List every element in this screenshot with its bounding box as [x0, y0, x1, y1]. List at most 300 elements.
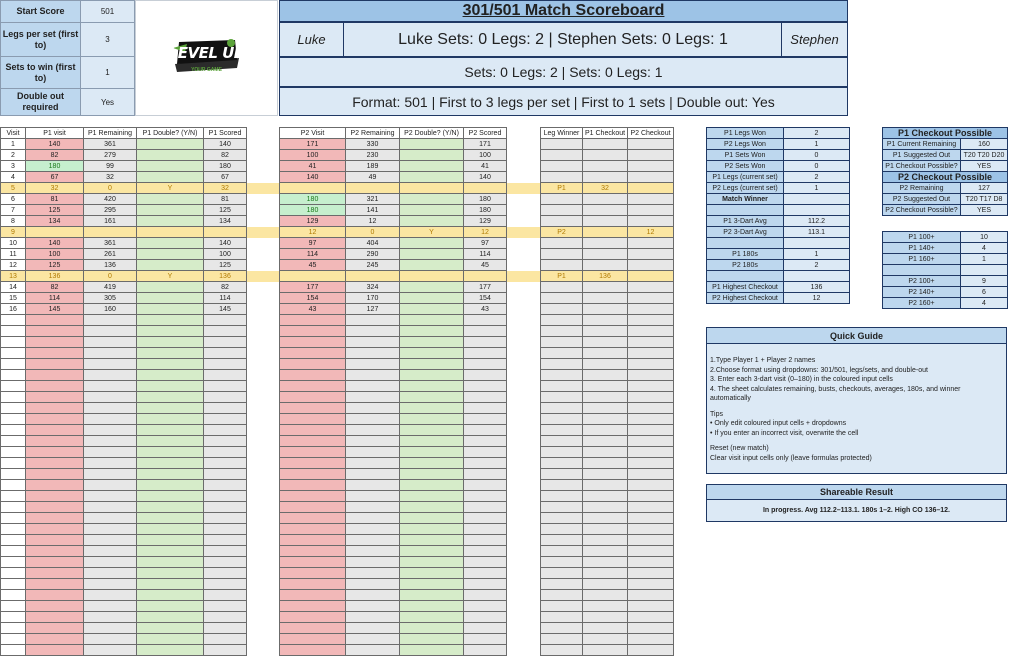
input-cell[interactable]	[400, 139, 464, 150]
input-cell[interactable]	[280, 546, 346, 557]
input-cell[interactable]	[280, 480, 346, 491]
table-cell	[628, 513, 674, 524]
input-cell[interactable]	[26, 337, 84, 348]
input-cell[interactable]	[137, 480, 204, 491]
input-cell[interactable]: 177	[280, 282, 346, 293]
input-cell[interactable]	[26, 535, 84, 546]
input-cell[interactable]	[400, 568, 464, 579]
input-cell[interactable]	[26, 579, 84, 590]
table-row	[1, 469, 247, 480]
input-cell[interactable]	[280, 612, 346, 623]
input-cell[interactable]	[26, 645, 84, 656]
input-cell[interactable]	[280, 623, 346, 634]
input-cell[interactable]	[26, 601, 84, 612]
table-row	[541, 436, 674, 447]
input-cell[interactable]	[137, 370, 204, 381]
input-cell[interactable]: 43	[280, 304, 346, 315]
input-cell[interactable]	[280, 568, 346, 579]
input-cell[interactable]	[280, 579, 346, 590]
input-cell[interactable]	[26, 370, 84, 381]
row-highlight-strip	[246, 183, 279, 194]
input-cell[interactable]	[400, 194, 464, 205]
setting-value[interactable]: 1	[81, 57, 134, 88]
table-row	[280, 150, 507, 161]
input-cell[interactable]	[400, 381, 464, 392]
table-cell	[1, 502, 26, 513]
input-cell[interactable]	[280, 425, 346, 436]
input-cell[interactable]	[280, 183, 346, 194]
player1-name[interactable]: Luke	[280, 23, 344, 56]
input-cell[interactable]	[280, 601, 346, 612]
input-cell[interactable]: 140	[26, 238, 84, 249]
input-cell[interactable]: 114	[26, 293, 84, 304]
input-cell[interactable]	[137, 216, 204, 227]
input-cell[interactable]	[137, 436, 204, 447]
table-cell	[541, 469, 583, 480]
checkout-row	[883, 194, 1008, 205]
table-cell: 420	[84, 194, 137, 205]
input-cell[interactable]	[26, 326, 84, 337]
table-cell: 13	[1, 271, 26, 282]
input-cell[interactable]	[400, 524, 464, 535]
column-header: P2 Visit	[280, 128, 346, 139]
input-cell[interactable]	[137, 425, 204, 436]
table-cell	[464, 348, 507, 359]
input-cell[interactable]	[26, 392, 84, 403]
input-cell[interactable]	[400, 469, 464, 480]
table-row	[541, 260, 674, 271]
input-cell[interactable]	[400, 260, 464, 271]
table-cell: 125	[204, 260, 247, 271]
player2-name[interactable]: Stephen	[781, 23, 847, 56]
input-cell[interactable]	[400, 326, 464, 337]
page-title: 301/501 Match Scoreboard	[279, 0, 848, 22]
input-cell[interactable]	[400, 491, 464, 502]
table-cell	[464, 458, 507, 469]
input-cell[interactable]	[280, 326, 346, 337]
table-row	[280, 227, 507, 238]
table-cell	[464, 183, 507, 194]
table-cell	[204, 502, 247, 513]
table-cell	[541, 447, 583, 458]
input-cell[interactable]	[400, 359, 464, 370]
input-cell[interactable]	[137, 524, 204, 535]
input-cell[interactable]: 125	[26, 260, 84, 271]
input-cell[interactable]	[400, 601, 464, 612]
table-cell	[84, 392, 137, 403]
input-cell[interactable]	[400, 337, 464, 348]
input-cell[interactable]	[26, 502, 84, 513]
level-up-logo	[169, 34, 245, 82]
input-cell[interactable]	[137, 403, 204, 414]
input-cell[interactable]	[137, 579, 204, 590]
input-cell[interactable]	[400, 414, 464, 425]
input-cell[interactable]	[400, 315, 464, 326]
input-cell[interactable]	[400, 183, 464, 194]
checkout-row	[883, 150, 1008, 161]
table-row	[1, 172, 247, 183]
table-cell	[628, 623, 674, 634]
input-cell[interactable]: 134	[26, 216, 84, 227]
input-cell[interactable]: 41	[280, 161, 346, 172]
input-cell[interactable]	[137, 326, 204, 337]
input-cell[interactable]	[400, 238, 464, 249]
row-highlight-strip	[506, 183, 540, 194]
tons-value: 4	[961, 298, 1008, 309]
table-cell	[464, 425, 507, 436]
input-cell[interactable]	[137, 293, 204, 304]
table-cell	[541, 513, 583, 524]
input-cell[interactable]	[137, 502, 204, 513]
table-cell	[583, 513, 628, 524]
input-cell[interactable]	[26, 491, 84, 502]
input-cell[interactable]	[26, 436, 84, 447]
input-cell[interactable]	[137, 150, 204, 161]
input-cell[interactable]	[280, 590, 346, 601]
table-cell	[628, 370, 674, 381]
input-cell[interactable]: 180	[26, 161, 84, 172]
input-cell[interactable]: 171	[280, 139, 346, 150]
input-cell[interactable]	[400, 425, 464, 436]
table-cell	[583, 304, 628, 315]
input-cell[interactable]	[400, 579, 464, 590]
input-cell[interactable]: 154	[280, 293, 346, 304]
stat-row	[707, 260, 850, 271]
input-cell[interactable]	[400, 535, 464, 546]
table-cell	[346, 447, 400, 458]
input-cell[interactable]	[26, 469, 84, 480]
input-cell[interactable]: 97	[280, 238, 346, 249]
input-cell[interactable]: Y	[400, 227, 464, 238]
input-cell[interactable]	[400, 546, 464, 557]
input-cell[interactable]: Y	[137, 183, 204, 194]
setting-label: Sets to win (first to)	[1, 57, 81, 88]
input-cell[interactable]	[137, 623, 204, 634]
input-cell[interactable]	[400, 282, 464, 293]
input-cell[interactable]	[137, 469, 204, 480]
table-cell	[464, 634, 507, 645]
input-cell[interactable]	[400, 392, 464, 403]
input-cell[interactable]	[137, 194, 204, 205]
stat-value: 112.2	[784, 216, 850, 227]
input-cell[interactable]	[137, 491, 204, 502]
input-cell[interactable]	[137, 568, 204, 579]
input-cell[interactable]	[280, 271, 346, 282]
checkout-value: T20 T20 D20	[961, 150, 1008, 161]
table-cell	[464, 326, 507, 337]
table-cell	[541, 403, 583, 414]
input-cell[interactable]: 114	[280, 249, 346, 260]
table-row	[280, 194, 507, 205]
table-row	[541, 150, 674, 161]
input-cell[interactable]	[26, 546, 84, 557]
input-cell[interactable]	[400, 645, 464, 656]
setting-label: Double out required	[1, 89, 81, 115]
input-cell[interactable]	[400, 502, 464, 513]
guide-line: Tips	[710, 410, 723, 418]
setting-value[interactable]: 3	[81, 23, 134, 56]
stat-row	[707, 183, 850, 194]
input-cell[interactable]: 45	[280, 260, 346, 271]
input-cell[interactable]	[137, 634, 204, 645]
input-cell[interactable]	[400, 150, 464, 161]
table-cell	[583, 546, 628, 557]
input-cell[interactable]	[137, 447, 204, 458]
table-cell	[541, 392, 583, 403]
input-cell[interactable]	[400, 161, 464, 172]
table-cell	[84, 359, 137, 370]
setting-value[interactable]: Yes	[81, 89, 134, 115]
input-cell[interactable]	[137, 414, 204, 425]
input-cell[interactable]: 140	[26, 139, 84, 150]
input-cell[interactable]	[137, 282, 204, 293]
table-cell	[84, 634, 137, 645]
table-cell	[204, 623, 247, 634]
input-cell[interactable]	[137, 359, 204, 370]
table-cell	[541, 480, 583, 491]
input-cell[interactable]	[280, 414, 346, 425]
input-cell[interactable]	[280, 381, 346, 392]
table-cell	[628, 359, 674, 370]
input-cell[interactable]	[280, 447, 346, 458]
input-cell[interactable]	[400, 216, 464, 227]
input-cell[interactable]	[26, 458, 84, 469]
input-cell[interactable]	[137, 315, 204, 326]
input-cell[interactable]: 100	[280, 150, 346, 161]
input-cell[interactable]	[137, 381, 204, 392]
input-cell[interactable]: 82	[26, 282, 84, 293]
input-cell[interactable]	[26, 403, 84, 414]
stat-value: 1	[784, 183, 850, 194]
table-cell	[84, 513, 137, 524]
table-cell: P1	[541, 183, 583, 194]
table-cell	[628, 194, 674, 205]
table-cell	[583, 590, 628, 601]
table-cell	[541, 348, 583, 359]
input-cell[interactable]: 81	[26, 194, 84, 205]
table-cell: 114	[204, 293, 247, 304]
input-cell[interactable]	[400, 348, 464, 359]
input-cell[interactable]	[400, 304, 464, 315]
input-cell[interactable]	[400, 480, 464, 491]
table-cell	[84, 414, 137, 425]
table-cell	[464, 414, 507, 425]
input-cell[interactable]: 136	[26, 271, 84, 282]
input-cell[interactable]	[26, 381, 84, 392]
table-cell	[346, 546, 400, 557]
input-cell[interactable]	[137, 645, 204, 656]
input-cell[interactable]	[137, 139, 204, 150]
input-cell[interactable]	[280, 502, 346, 513]
table-cell: 125	[204, 205, 247, 216]
input-cell[interactable]	[280, 634, 346, 645]
input-cell[interactable]	[400, 634, 464, 645]
input-cell[interactable]	[137, 172, 204, 183]
input-cell[interactable]: 100	[26, 249, 84, 260]
input-cell[interactable]	[26, 513, 84, 524]
input-cell[interactable]	[137, 205, 204, 216]
stat-value	[784, 194, 850, 205]
input-cell[interactable]	[137, 348, 204, 359]
table-row	[1, 612, 247, 623]
input-cell[interactable]	[26, 414, 84, 425]
input-cell[interactable]	[137, 557, 204, 568]
input-cell[interactable]	[137, 535, 204, 546]
input-cell[interactable]: 129	[280, 216, 346, 227]
input-cell[interactable]	[137, 227, 204, 238]
input-cell[interactable]	[400, 205, 464, 216]
input-cell[interactable]: 180	[280, 194, 346, 205]
input-cell[interactable]	[137, 238, 204, 249]
table-cell	[583, 227, 628, 238]
input-cell[interactable]	[400, 513, 464, 524]
input-cell[interactable]	[137, 161, 204, 172]
table-cell	[541, 535, 583, 546]
input-cell[interactable]	[26, 348, 84, 359]
input-cell[interactable]	[280, 557, 346, 568]
input-cell[interactable]	[400, 590, 464, 601]
input-cell[interactable]: 125	[26, 205, 84, 216]
table-cell	[541, 326, 583, 337]
input-cell[interactable]: 12	[280, 227, 346, 238]
input-cell[interactable]	[400, 249, 464, 260]
table-cell	[583, 502, 628, 513]
table-cell	[628, 414, 674, 425]
format-summary: Format: 501 | First to 3 legs per set | First to 1 sets | Double out: Yes	[279, 87, 848, 116]
input-cell[interactable]: 145	[26, 304, 84, 315]
table-row	[541, 139, 674, 150]
input-cell[interactable]	[400, 447, 464, 458]
input-cell[interactable]	[137, 304, 204, 315]
input-cell[interactable]	[137, 337, 204, 348]
input-cell[interactable]	[26, 359, 84, 370]
table-row	[1, 260, 247, 271]
input-cell[interactable]	[280, 469, 346, 480]
input-cell[interactable]	[280, 491, 346, 502]
input-cell[interactable]	[280, 513, 346, 524]
setting-row	[1, 57, 134, 89]
input-cell[interactable]	[137, 612, 204, 623]
input-cell[interactable]	[26, 524, 84, 535]
table-row	[1, 623, 247, 634]
table-row	[1, 458, 247, 469]
input-cell[interactable]	[400, 293, 464, 304]
table-row	[1, 139, 247, 150]
table-cell: 9	[1, 227, 26, 238]
table-cell	[628, 238, 674, 249]
input-cell[interactable]	[26, 623, 84, 634]
guide-line: 4. The sheet calculates remaining, busts, checkouts, averages, 180s, and winner automatically	[710, 385, 961, 402]
input-cell[interactable]	[280, 645, 346, 656]
input-cell[interactable]	[280, 315, 346, 326]
table-cell	[464, 579, 507, 590]
input-cell[interactable]	[26, 315, 84, 326]
input-cell[interactable]	[137, 546, 204, 557]
input-cell[interactable]	[280, 524, 346, 535]
input-cell[interactable]	[137, 590, 204, 601]
input-cell[interactable]	[280, 348, 346, 359]
table-cell	[346, 271, 400, 282]
input-cell[interactable]	[400, 612, 464, 623]
input-cell[interactable]	[137, 249, 204, 260]
input-cell[interactable]	[26, 480, 84, 491]
table-row	[1, 150, 247, 161]
table-cell: 10	[1, 238, 26, 249]
input-cell[interactable]	[280, 458, 346, 469]
input-cell[interactable]	[26, 568, 84, 579]
input-cell[interactable]	[280, 392, 346, 403]
input-cell[interactable]	[400, 557, 464, 568]
table-cell	[204, 634, 247, 645]
input-cell[interactable]	[137, 260, 204, 271]
input-cell[interactable]	[26, 557, 84, 568]
input-cell[interactable]	[137, 458, 204, 469]
input-cell[interactable]	[280, 535, 346, 546]
input-cell[interactable]	[280, 359, 346, 370]
table-cell	[1, 359, 26, 370]
input-cell[interactable]	[26, 227, 84, 238]
input-cell[interactable]: 180	[280, 205, 346, 216]
stat-label: P1 Legs Won	[707, 128, 784, 139]
table-cell	[541, 282, 583, 293]
input-cell[interactable]	[26, 634, 84, 645]
input-cell[interactable]	[400, 623, 464, 634]
checkout-label: P2 Suggested Out	[883, 194, 961, 205]
table-cell	[84, 546, 137, 557]
input-cell[interactable]	[280, 436, 346, 447]
input-cell[interactable]	[26, 590, 84, 601]
input-cell[interactable]: 32	[26, 183, 84, 194]
input-cell[interactable]	[137, 601, 204, 612]
input-cell[interactable]	[280, 403, 346, 414]
setting-row	[1, 23, 134, 57]
input-cell[interactable]	[137, 392, 204, 403]
table-cell: 32	[583, 183, 628, 194]
input-cell[interactable]	[400, 436, 464, 447]
input-cell[interactable]: Y	[137, 271, 204, 282]
input-cell[interactable]	[26, 425, 84, 436]
input-cell[interactable]	[400, 403, 464, 414]
input-cell[interactable]	[400, 271, 464, 282]
input-cell[interactable]: 140	[280, 172, 346, 183]
table-row	[1, 403, 247, 414]
input-cell[interactable]	[26, 612, 84, 623]
setting-value[interactable]: 501	[81, 1, 134, 22]
input-cell[interactable]: 82	[26, 150, 84, 161]
table-cell: 12	[628, 227, 674, 238]
table-cell	[541, 337, 583, 348]
table-row	[280, 612, 507, 623]
table-cell	[628, 469, 674, 480]
checkout-label: P1 Checkout Possible?	[883, 161, 961, 172]
input-cell[interactable]	[280, 337, 346, 348]
table-cell: 305	[84, 293, 137, 304]
input-cell[interactable]	[26, 447, 84, 458]
input-cell[interactable]	[400, 172, 464, 183]
logo-area	[135, 0, 278, 116]
checkout-row	[883, 161, 1008, 172]
table-cell	[1, 370, 26, 381]
input-cell[interactable]	[137, 513, 204, 524]
input-cell[interactable]	[400, 370, 464, 381]
table-row	[541, 458, 674, 469]
column-header: Leg Winner	[541, 128, 583, 139]
input-cell[interactable]	[280, 370, 346, 381]
input-cell[interactable]: 67	[26, 172, 84, 183]
table-row	[541, 447, 674, 458]
table-cell: 32	[204, 183, 247, 194]
input-cell[interactable]	[400, 458, 464, 469]
